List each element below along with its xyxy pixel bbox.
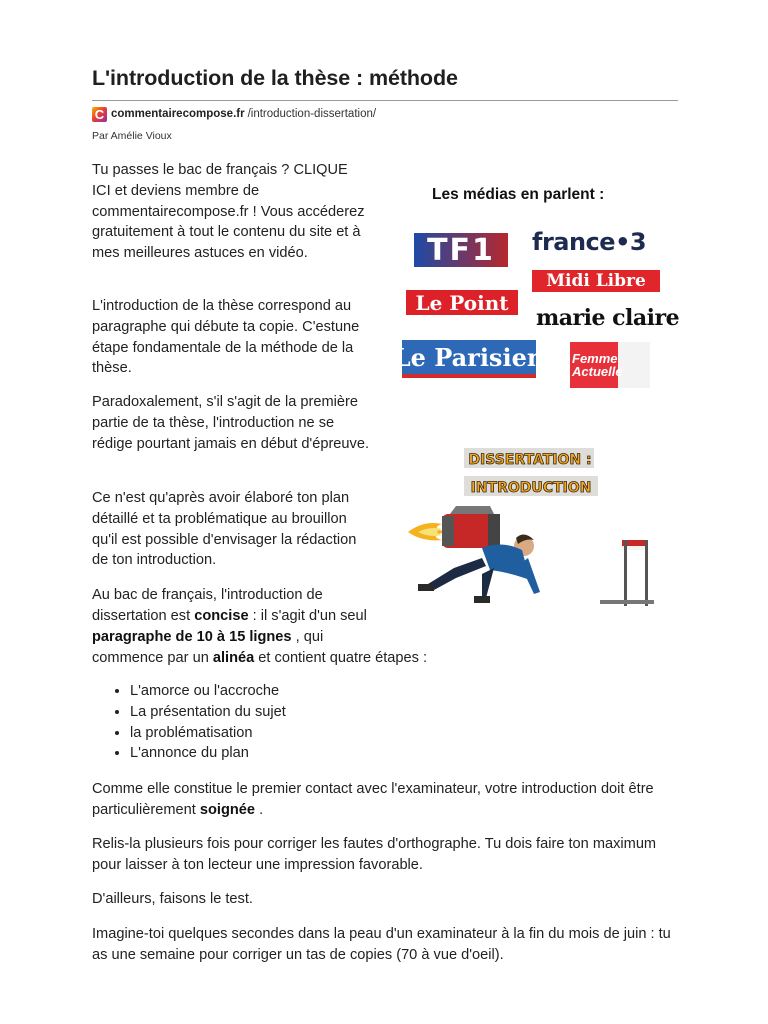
paragraph-intro — [92, 160, 370, 264]
paragraph-definition — [92, 296, 370, 379]
paragraph-structure-end: commence par un alinéa et contient quatre étapes : — [92, 650, 428, 666]
paragraph-imagine — [92, 924, 682, 966]
france3-logo: france•3 — [532, 228, 647, 256]
site-favicon-icon: C — [92, 107, 107, 122]
paragraph-text: Imagine-toi quelques secondes dans la peau d'un examinateur à la fin du mois de juin : tu as une semaine pour corriger un tas de copies (70 à vue d'oeil). — [92, 926, 671, 963]
paragraph-text: L'introduction de la thèse correspond au paragraphe qui débute ta copie. C'estune étape fondamentale de la méthode de la thèse. — [92, 298, 360, 377]
keyword-length: paragraphe de 10 à 15 lignes — [92, 628, 292, 645]
runner-jetpack-illustration — [390, 440, 668, 630]
list-item: • la problématisation — [130, 723, 286, 744]
keyword-concise: concise — [194, 607, 249, 624]
illustration-label-1: DISSERTATION : — [468, 452, 592, 468]
keyword-alinea: alinéa — [212, 650, 255, 666]
le-point-logo: Le Point — [406, 290, 518, 315]
femme-actuelle-logo: Femme Actuelle — [570, 342, 650, 388]
keyword-soignee: soignée — [199, 801, 256, 818]
list-item: • La présentation du sujet — [130, 702, 286, 723]
paragraph-text: D'ailleurs, faisons le test. — [92, 891, 253, 907]
paragraph-text: Relis-la plusieurs fois pour corriger les fautes d'orthographe. Tu dois faire ton maximum pour laisser à ton lecteur une impression favorable. — [92, 836, 657, 873]
paragraph-structure: Au bac de français, l'introduction de dissertation est concise : il s'agit d'un seul paragraphe de 10 à 15 lignes , qui — [92, 587, 367, 645]
steps-list — [92, 681, 286, 764]
source-site[interactable]: commentairecompose.fr — [111, 108, 245, 120]
tf1-logo: TF1 — [414, 233, 508, 267]
title-divider — [92, 100, 678, 101]
media-panel-title: Les médias en parlent : — [432, 186, 605, 203]
hurdle-icon — [600, 540, 654, 606]
list-item: • L'annonce du plan — [130, 743, 286, 764]
midi-libre-logo: Midi Libre — [532, 270, 660, 292]
paragraph-text: Ce n'est qu'après avoir élaboré ton plan détaillé et ta problématique au brouillon qu'il est possible d'envisager la rédaction de ton introduction. — [92, 490, 357, 569]
paragraph-text: Tu passes le bac de français ? CLIQUE ICI et deviens membre de commentairecompose.fr ! Vous accéderez gratuitement à tout le contenu du site et à mes meilleures astuces en vidéo. — [92, 162, 365, 262]
flame-icon — [408, 523, 446, 540]
paragraph-test — [92, 889, 682, 910]
paragraph-timing — [92, 488, 370, 571]
source-line[interactable] — [92, 106, 376, 122]
paragraph-care: Comme elle constitue le premier contact avec l'examinateur, votre introduction doit être particulièrement soignée . — [92, 781, 654, 818]
paragraph-paradox — [92, 392, 370, 454]
illustration-label-2: INTRODUCTION — [470, 480, 592, 496]
paragraph-proofread — [92, 834, 682, 876]
paragraph-text: Paradoxalement, s'il s'agit de la première partie de ta thèse, l'introduction ne se rédige pourtant jamais en début d'épreuve. — [92, 394, 370, 452]
source-path[interactable]: /introduction-dissertation/ — [247, 108, 377, 120]
article-title: L'introduction de la thèse : méthode — [92, 66, 458, 90]
marie-claire-logo: marie claire — [536, 305, 680, 331]
jetpack-icon — [442, 506, 500, 548]
dissertation-illustration — [390, 440, 668, 630]
author-byline: Par Amélie Vioux — [92, 130, 172, 142]
le-parisien-logo: Le Parisien — [402, 340, 536, 378]
list-item: • L'amorce ou l'accroche — [130, 681, 286, 702]
media-logos-panel — [393, 180, 680, 395]
